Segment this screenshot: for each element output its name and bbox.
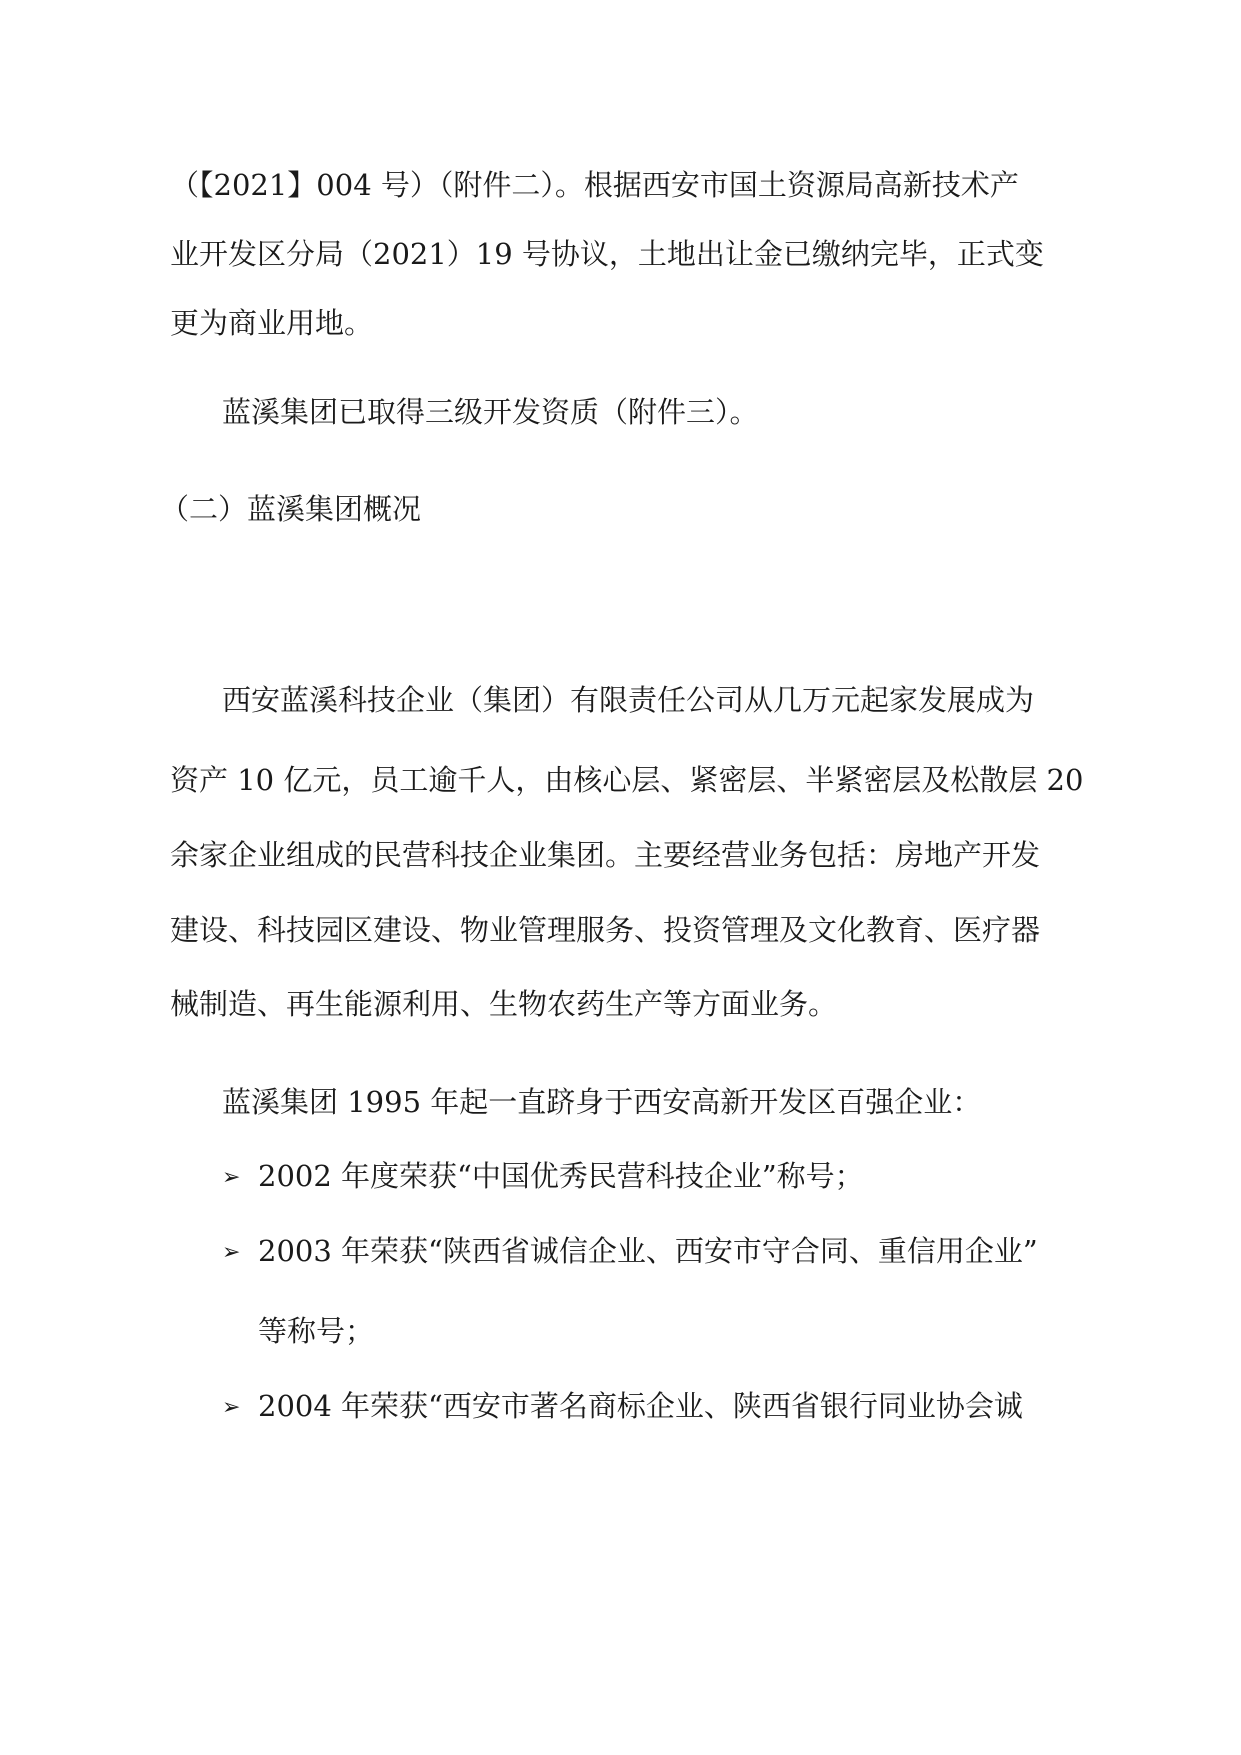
para4: 蓝溪集团 1995 年起一直跻身于西安高新开发区百强企业： (222, 1085, 982, 1119)
bullet3-line1: 2004 年荣获“西安市著名商标企业、陕西省银行同业协会诚 (258, 1389, 1023, 1423)
para2: 蓝溪集团已取得三级开发资质（附件三）。 (222, 395, 759, 429)
bullet-arrow-icon: ➢ (222, 1395, 241, 1420)
bullet1-line1: 2002 年度荣获“中国优秀民营科技企业”称号； (258, 1159, 864, 1193)
para3-line5: 械制造、再生能源利用、生物农药生产等方面业务。 (170, 987, 838, 1021)
bullet2-line1: 2003 年荣获“陕西省诚信企业、西安市守合同、重信用企业” (258, 1234, 1038, 1268)
para3-line1: 西安蓝溪科技企业（集团）有限责任公司从几万元起家发展成为 (222, 683, 1035, 717)
para1-line3: 更为商业用地。 (170, 306, 374, 340)
para3-line2: 资产 10 亿元，员工逾千人，由核心层、紧密层、半紧密层及松散层 20 (170, 763, 1084, 797)
bullet2-line2: 等称号； (258, 1314, 375, 1348)
bullet-arrow-icon: ➢ (222, 1165, 241, 1190)
para3-line4: 建设、科技园区建设、物业管理服务、投资管理及文化教育、医疗器 (170, 913, 1041, 947)
para1-line2: 业开发区分局（2021）19 号协议，土地出让金已缴纳完毕，正式变 (170, 237, 1044, 271)
section-heading: （二）蓝溪集团概况 (160, 492, 422, 526)
para1-line1: （【2021】004 号）（附件二）。根据西安市国土资源局高新技术产 (170, 168, 1019, 202)
bullet-arrow-icon: ➢ (222, 1240, 241, 1265)
para3-line3: 余家企业组成的民营科技企业集团。主要经营业务包括：房地产开发 (170, 838, 1041, 872)
